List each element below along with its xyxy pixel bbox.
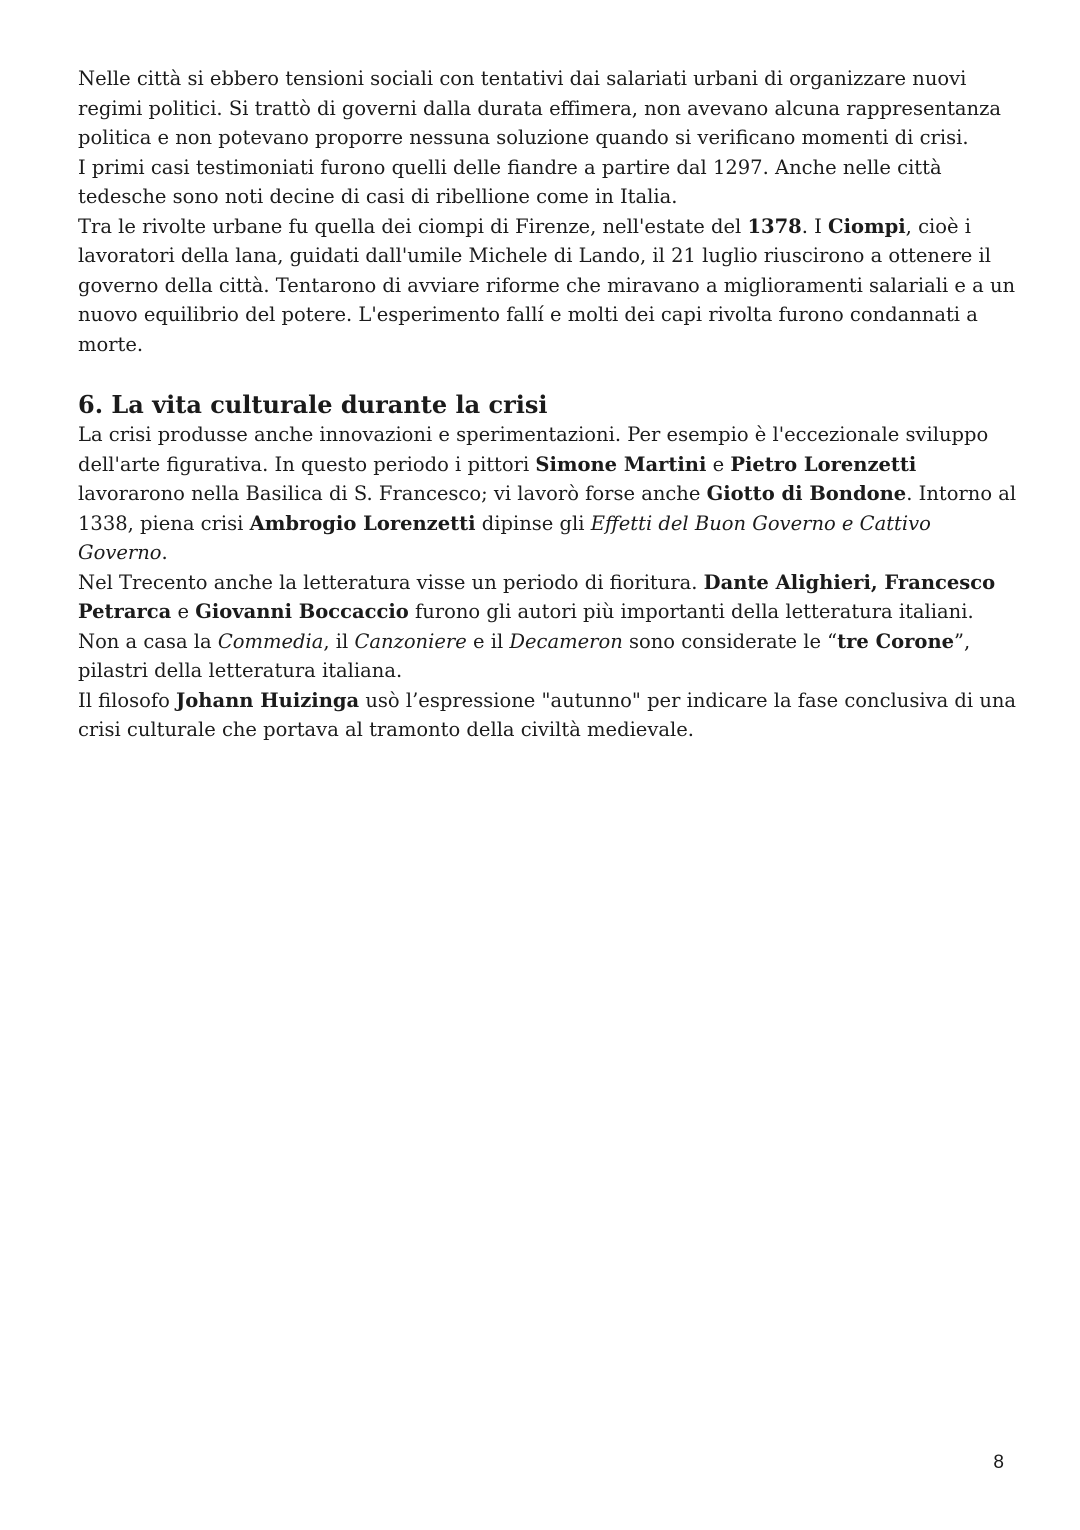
top-paragraphs bbox=[78, 64, 1018, 359]
paragraph bbox=[78, 64, 1018, 153]
italic-text: Commedia bbox=[217, 629, 324, 653]
bold-text: Simone Martini bbox=[535, 452, 707, 476]
bold-text: Ciompi bbox=[828, 214, 906, 238]
text-segment: . I bbox=[801, 214, 829, 238]
page-number: 8 bbox=[993, 1452, 1004, 1473]
document-body bbox=[78, 64, 1018, 745]
section-paragraphs bbox=[78, 420, 1018, 745]
bold-text: Ambrogio Lorenzetti bbox=[249, 511, 476, 535]
text-segment: e bbox=[171, 600, 196, 623]
paragraph bbox=[78, 420, 1018, 568]
bold-text: Giotto di Bondone bbox=[706, 482, 907, 505]
paragraph bbox=[78, 212, 1018, 360]
text-segment: e bbox=[706, 452, 731, 476]
text-segment: I primi casi testimoniati furono quelli delle fiandre a partire dal 1297. Anche nelle città tedesche sono noti decine di casi di ribellione come in Italia. bbox=[78, 155, 942, 208]
text-segment: sono considerate le “ bbox=[622, 629, 838, 653]
bold-text: Dante Alighieri, Francesco Petrarca bbox=[78, 570, 996, 623]
italic-text: Canzoniere bbox=[354, 629, 467, 653]
text-segment: La crisi produsse anche innovazioni e sperimentazioni. Per esempio è l'eccezionale sviluppo dell'arte figurativa. In questo periodo i pittori bbox=[78, 423, 989, 476]
text-segment: furono gli autori più importanti della letteratura italiani. Non a casa la bbox=[78, 600, 974, 653]
text-segment: , cioè i lavoratori della lana, guidati dall'umile Michele di Lando, il 21 luglio riuscirono a ottenere il governo della città. Tentarono di avviare riforme che miravano a miglioramenti salariali e a un nuovo equilibrio del potere. L'esperimento fallí e molti dei capi rivolta furono condannati a morte. bbox=[78, 214, 1016, 356]
text-segment: . Intorno al 1338, piena crisi bbox=[78, 482, 1017, 535]
section-heading: 6. La vita culturale durante la crisi bbox=[78, 390, 548, 419]
bold-text: Giovanni Boccaccio bbox=[195, 600, 409, 623]
italic-text: Decameron bbox=[509, 629, 623, 653]
paragraph bbox=[78, 568, 1018, 686]
italic-text: Effetti del Buon Governo e Cattivo Governo bbox=[78, 511, 931, 564]
text-segment: lavorarono nella Basilica di S. Francesco; vi lavorò forse anche bbox=[78, 482, 707, 505]
text-segment: , il bbox=[323, 629, 355, 653]
bold-text: tre Corone bbox=[837, 629, 955, 653]
text-segment: Il filosofo bbox=[78, 688, 177, 712]
paragraph bbox=[78, 153, 1018, 212]
paragraph bbox=[78, 686, 1018, 745]
bold-text: Johann Huizinga bbox=[176, 688, 360, 712]
text-segment: ”, pilastri della letteratura italiana. bbox=[78, 629, 971, 682]
text-segment: Nel Trecento anche la letteratura visse un periodo di fioritura. bbox=[78, 570, 704, 594]
section-spacer bbox=[78, 359, 1018, 389]
text-segment: e il bbox=[466, 629, 510, 653]
text-segment: dipinse gli bbox=[475, 511, 591, 535]
text-segment: Tra le rivolte urbane fu quella dei ciompi di Firenze, nell'estate del bbox=[78, 214, 748, 238]
text-segment: . bbox=[161, 541, 168, 564]
text-segment: Nelle città si ebbero tensioni sociali con tentativi dai salariati urbani di organizzare nuovi regimi politici. Si trattò di governi dalla durata effimera, non avevano alcuna rappresentanza politica e non potevano proporre nessuna soluzione quando si verificano momenti di crisi. bbox=[78, 67, 1001, 149]
bold-text: 1378 bbox=[747, 214, 802, 238]
bold-text: Pietro Lorenzetti bbox=[730, 452, 917, 476]
text-segment: usò l’espressione "autunno" per indicare la fase conclusiva di una crisi culturale che portava al tramonto della civiltà medievale. bbox=[78, 688, 1017, 741]
